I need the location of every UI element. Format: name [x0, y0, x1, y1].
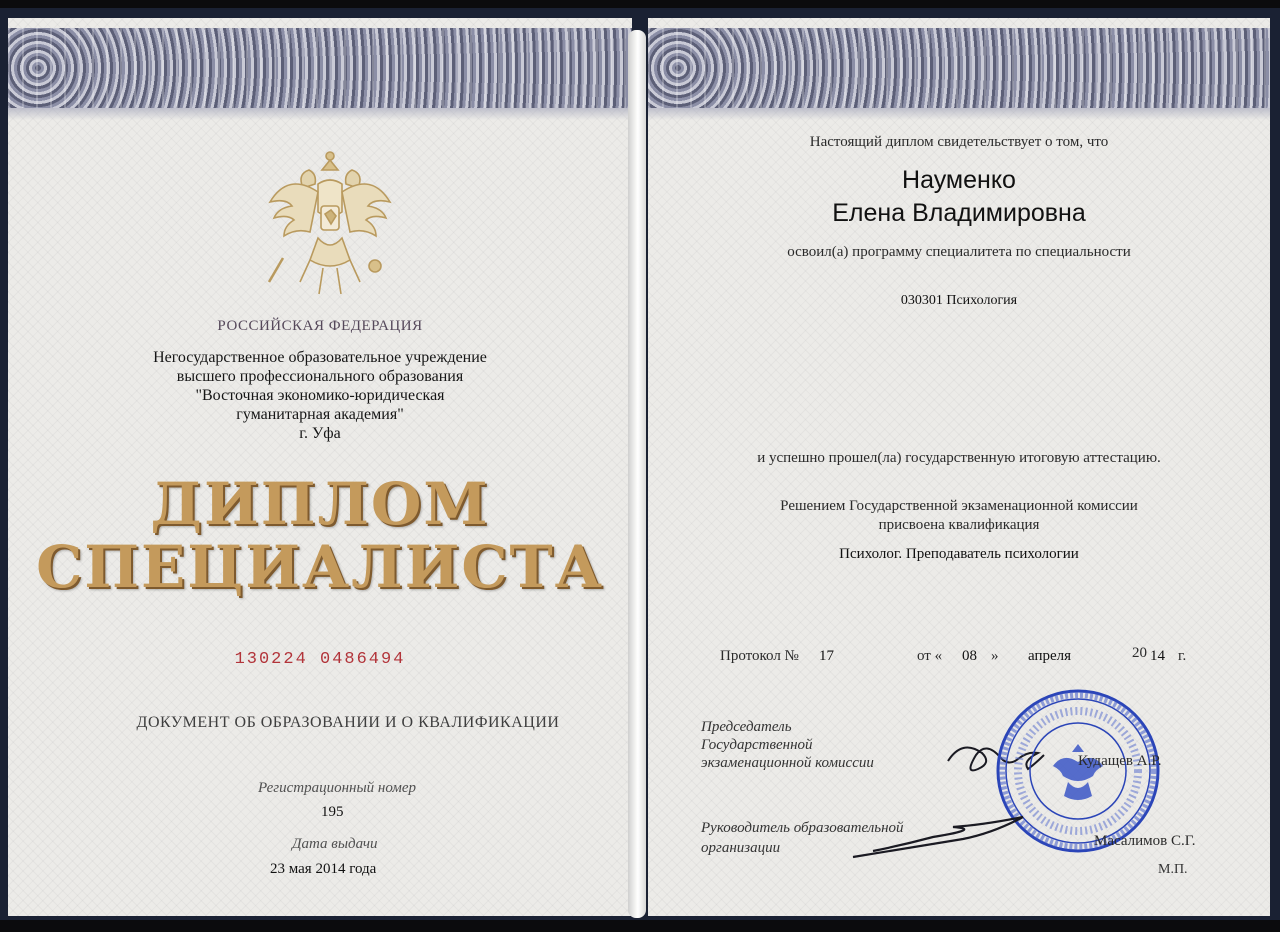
seal-place-mark: М.П.	[1158, 862, 1188, 877]
serial-number: 130224 0486494	[234, 650, 406, 669]
attestation-text: и успешно прошел(ла) государственную итоговую аттестацию.	[757, 450, 1161, 466]
program-text: освоил(а) программу специалитета по специальности	[787, 244, 1131, 260]
commission-decision: Решением Государственной экзаменационной комиссии	[780, 498, 1138, 514]
institution-line: гуманитарная академия"	[236, 406, 404, 423]
country-name: РОССИЙСКАЯ ФЕДЕРАЦИЯ	[217, 318, 423, 334]
book-spine	[628, 30, 646, 918]
security-band	[8, 28, 632, 108]
graduate-given-names: Елена Владимировна	[832, 199, 1086, 227]
specialty: 030301 Психология	[900, 293, 1018, 308]
head-label-line: организации	[701, 840, 781, 856]
chairman-name: Кудащев А.Р.	[1078, 753, 1162, 769]
qualification: Психолог. Преподаватель психологии	[839, 546, 1079, 562]
protocol-year-prefix: 20	[1132, 645, 1147, 661]
institution-name	[8, 348, 632, 443]
protocol-from-label: от «	[917, 648, 943, 664]
issue-date-label: Дата выдачи	[292, 836, 378, 852]
year-unit: г.	[1178, 648, 1187, 664]
head-label-line: Руководитель образовательной	[701, 820, 904, 836]
registration-number-label: Регистрационный номер	[258, 780, 417, 796]
diploma-left-page	[8, 18, 632, 916]
diploma-title: ДИПЛОМ	[150, 470, 490, 538]
security-band	[648, 28, 1270, 108]
diploma-right-page	[648, 18, 1270, 916]
institution-city: г. Уфа	[299, 425, 341, 442]
chairman-label	[701, 718, 874, 772]
qualification-assigned-text: присвоена квалификация	[878, 517, 1040, 533]
institution-line: "Восточная экономико-юридическая	[195, 387, 445, 404]
diploma-subtitle: СПЕЦИАЛИСТА	[36, 533, 604, 601]
head-signature	[843, 813, 1043, 863]
chairman-label-line: экзаменационной комиссии	[701, 755, 874, 771]
protocol-quote-close: »	[991, 648, 999, 664]
document-type: ДОКУМЕНТ ОБ ОБРАЗОВАНИИ И О КВАЛИФИКАЦИИ	[136, 714, 560, 731]
protocol-day: 08	[962, 648, 977, 664]
protocol-label: Протокол №	[720, 648, 799, 664]
protocol-month: апреля	[1028, 648, 1072, 664]
protocol-number: 17	[819, 648, 834, 664]
certifies-text: Настоящий диплом свидетельствует о том, что	[809, 134, 1109, 150]
chairman-label-line: Председатель	[701, 719, 792, 735]
head-name: Масалимов С.Г.	[1094, 833, 1196, 849]
issue-date: 23 мая 2014 года	[270, 861, 377, 877]
institution-line: Негосударственное образовательное учреждение	[153, 349, 487, 366]
coat-of-arms-icon	[263, 148, 398, 308]
institution-line: высшего профессионального образования	[176, 368, 464, 385]
graduate-surname: Науменко	[902, 166, 1016, 194]
protocol-year: 14	[1150, 648, 1165, 664]
registration-number: 195	[321, 804, 344, 820]
chairman-label-line: Государственной	[701, 737, 813, 753]
